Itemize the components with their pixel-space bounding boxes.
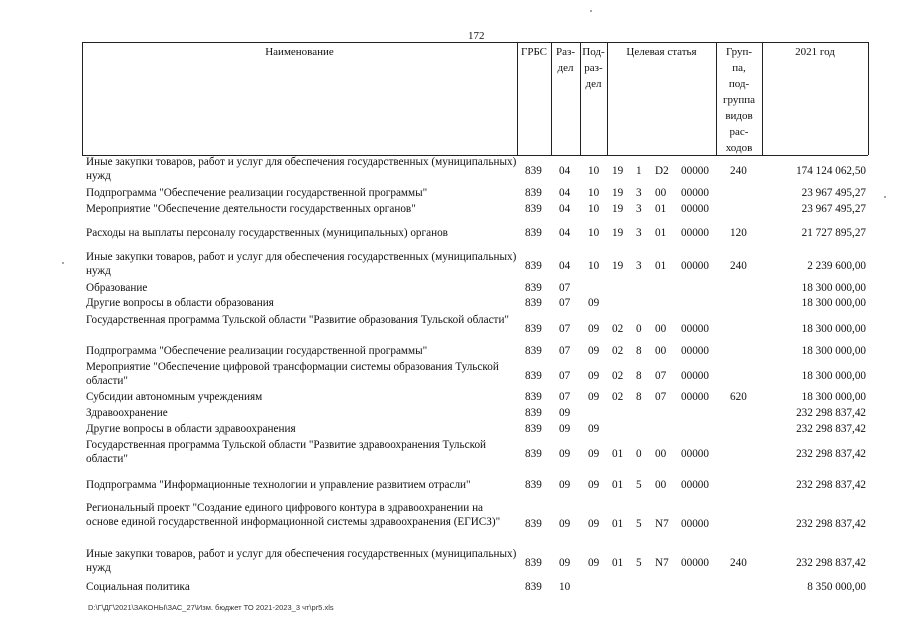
- table-row: [82, 297, 868, 312]
- amount-cell: 174 124 062,50: [796, 165, 866, 178]
- program-code-cell: 19: [612, 227, 624, 239]
- direction-code-cell: 00000: [681, 227, 709, 239]
- table-row: [82, 439, 868, 467]
- table-row: [82, 581, 868, 596]
- header-razdel: Раз- дел: [555, 46, 575, 74]
- subprogram-code-cell: 5: [636, 479, 642, 491]
- item-name: Иные закупки товаров, работ и услуг для обеспечения государственных (муниципальных) нужд: [86, 548, 517, 574]
- razdel-cell: 07: [559, 282, 571, 294]
- grbs-cell: 839: [525, 370, 542, 383]
- razdel-cell: 04: [559, 203, 571, 215]
- grbs-cell: 839: [525, 203, 542, 215]
- grbs-cell: 839: [525, 407, 542, 419]
- direction-code-cell: 00000: [681, 557, 709, 570]
- podrazdel-cell: 09: [588, 391, 600, 403]
- program-code-cell: 01: [612, 557, 624, 570]
- grbs-cell: 839: [525, 423, 542, 435]
- measure-code-cell: 07: [655, 370, 667, 383]
- subprogram-code-cell: 8: [636, 391, 642, 403]
- razdel-cell: 09: [559, 448, 571, 461]
- podrazdel-cell: 09: [588, 518, 600, 531]
- measure-code-cell: 01: [655, 260, 667, 273]
- amount-cell: 232 298 837,42: [796, 448, 866, 461]
- amount-cell: 2 239 600,00: [807, 260, 866, 273]
- program-code-cell: 19: [612, 260, 624, 273]
- subprogram-code-cell: 1: [636, 165, 642, 178]
- subprogram-code-cell: 5: [636, 518, 642, 531]
- podrazdel-cell: 09: [588, 479, 600, 491]
- scan-speck: [62, 262, 64, 264]
- measure-code-cell: 01: [655, 227, 667, 239]
- table-row: [82, 227, 868, 242]
- podrazdel-cell: 10: [588, 227, 600, 239]
- amount-cell: 8 350 000,00: [807, 581, 866, 593]
- program-code-cell: 19: [612, 187, 624, 199]
- razdel-cell: 04: [559, 165, 571, 178]
- program-code-cell: 02: [612, 391, 624, 403]
- program-code-cell: 02: [612, 370, 624, 383]
- grbs-cell: 839: [525, 187, 542, 199]
- item-name: Здравоохранение: [86, 407, 168, 419]
- expense-type-cell: 240: [730, 557, 747, 570]
- item-name: Подпрограмма "Обеспечение реализации государственной программы": [86, 345, 428, 357]
- item-name: Подпрограмма "Информационные технологии и управление развитием отрасли": [86, 479, 471, 491]
- file-path-footer: D:\Г\ДГ\2021\ЗАКОНЫ\ЗАС_27\Изм. бюджет ТО 2021-2023_3 чт\pr5.xls: [88, 603, 334, 612]
- header-vid-rashodov: Груп- па, под- группа видов рас- ходов: [722, 46, 756, 154]
- table-row: [82, 187, 868, 202]
- grbs-cell: 839: [525, 518, 542, 531]
- razdel-cell: 07: [559, 391, 571, 403]
- direction-code-cell: 00000: [681, 518, 709, 531]
- podrazdel-cell: 10: [588, 187, 600, 199]
- razdel-cell: 07: [559, 297, 571, 309]
- item-name: Субсидии автономным учреждениям: [86, 391, 263, 403]
- subprogram-code-cell: 3: [636, 203, 642, 215]
- table-row: [82, 251, 868, 279]
- header-celevaya-statya: Целевая статья: [626, 46, 697, 58]
- razdel-cell: 04: [559, 187, 571, 199]
- grbs-cell: 839: [525, 391, 542, 403]
- subprogram-code-cell: 5: [636, 557, 642, 570]
- program-code-cell: 02: [612, 323, 624, 336]
- subprogram-code-cell: 3: [636, 187, 642, 199]
- scan-speck: [884, 196, 886, 198]
- amount-cell: 18 300 000,00: [801, 323, 866, 336]
- subprogram-code-cell: 0: [636, 323, 642, 336]
- grbs-cell: 839: [525, 260, 542, 273]
- amount-cell: 18 300 000,00: [801, 345, 866, 357]
- item-name: Иные закупки товаров, работ и услуг для обеспечения государственных (муниципальных) нужд: [86, 251, 517, 277]
- subprogram-code-cell: 3: [636, 260, 642, 273]
- header-divider: [868, 42, 869, 155]
- direction-code-cell: 00000: [681, 260, 709, 273]
- grbs-cell: 839: [525, 165, 542, 178]
- measure-code-cell: D2: [655, 165, 669, 178]
- table-row: [82, 156, 868, 184]
- subprogram-code-cell: 8: [636, 345, 642, 357]
- direction-code-cell: 00000: [681, 448, 709, 461]
- amount-cell: 232 298 837,42: [796, 518, 866, 531]
- item-name: Мероприятие "Обеспечение цифровой трансформации системы образования Тульской области": [86, 361, 499, 387]
- item-name: Другие вопросы в области здравоохранения: [86, 423, 296, 435]
- direction-code-cell: 00000: [681, 345, 709, 357]
- grbs-cell: 839: [525, 479, 542, 491]
- page-number: 172: [468, 30, 485, 42]
- podrazdel-cell: 09: [588, 448, 600, 461]
- razdel-cell: 04: [559, 227, 571, 239]
- amount-cell: 232 298 837,42: [796, 479, 866, 491]
- item-name: Расходы на выплаты персоналу государственных (муниципальных) органов: [86, 227, 448, 239]
- direction-code-cell: 00000: [681, 165, 709, 178]
- header-name: Наименование: [265, 46, 334, 58]
- measure-code-cell: 00: [655, 323, 667, 336]
- podrazdel-cell: 09: [588, 323, 600, 336]
- header-year: 2021 год: [795, 46, 835, 58]
- razdel-cell: 07: [559, 345, 571, 357]
- podrazdel-cell: 09: [588, 423, 600, 435]
- measure-code-cell: 01: [655, 203, 667, 215]
- measure-code-cell: 00: [655, 187, 667, 199]
- measure-code-cell: 07: [655, 391, 667, 403]
- table-row: [82, 391, 868, 406]
- podrazdel-cell: 09: [588, 297, 600, 309]
- expense-type-cell: 240: [730, 165, 747, 178]
- item-name: Региональный проект "Создание единого цифрового контура в здравоохранении на основе единой государственной информационной системы здравоохранения (ЕГИСЗ)": [86, 502, 501, 528]
- measure-code-cell: 00: [655, 479, 667, 491]
- table-row: [82, 361, 868, 389]
- grbs-cell: 839: [525, 227, 542, 239]
- table-row: [82, 423, 868, 438]
- podrazdel-cell: 10: [588, 260, 600, 273]
- table-row: [82, 407, 868, 422]
- direction-code-cell: 00000: [681, 187, 709, 199]
- direction-code-cell: 00000: [681, 391, 709, 403]
- direction-code-cell: 00000: [681, 370, 709, 383]
- table-row: [82, 203, 868, 218]
- table-row: [82, 479, 868, 494]
- header-top-border: [82, 42, 868, 43]
- podrazdel-cell: 09: [588, 345, 600, 357]
- subprogram-code-cell: 0: [636, 448, 642, 461]
- razdel-cell: 09: [559, 557, 571, 570]
- amount-cell: 23 967 495,27: [801, 203, 866, 215]
- amount-cell: 232 298 837,42: [796, 557, 866, 570]
- item-name: Иные закупки товаров, работ и услуг для обеспечения государственных (муниципальных) нужд: [86, 156, 517, 182]
- program-code-cell: 01: [612, 448, 624, 461]
- measure-code-cell: N7: [655, 557, 669, 570]
- table-row: [82, 314, 868, 342]
- item-name: Образование: [86, 282, 148, 294]
- razdel-cell: 07: [559, 323, 571, 336]
- amount-cell: 18 300 000,00: [801, 370, 866, 383]
- razdel-cell: 09: [559, 518, 571, 531]
- item-name: Мероприятие "Обеспечение деятельности государственных органов": [86, 203, 416, 215]
- table-row: [82, 282, 868, 297]
- table-row: [82, 502, 868, 544]
- grbs-cell: 839: [525, 345, 542, 357]
- item-name: Государственная программа Тульской области "Развитие образования Тульской области": [86, 314, 509, 326]
- grbs-cell: 839: [525, 557, 542, 570]
- razdel-cell: 04: [559, 260, 571, 273]
- subprogram-code-cell: 8: [636, 370, 642, 383]
- item-name: Социальная политика: [86, 581, 190, 593]
- program-code-cell: 01: [612, 518, 624, 531]
- table-row: [82, 548, 868, 576]
- scan-speck: [590, 10, 592, 12]
- amount-cell: 18 300 000,00: [801, 297, 866, 309]
- program-code-cell: 02: [612, 345, 624, 357]
- table-row: [82, 345, 868, 360]
- header-grbs: ГРБС: [520, 46, 548, 58]
- grbs-cell: 839: [525, 323, 542, 336]
- razdel-cell: 09: [559, 479, 571, 491]
- direction-code-cell: 00000: [681, 323, 709, 336]
- amount-cell: 18 300 000,00: [801, 282, 866, 294]
- item-name: Подпрограмма "Обеспечение реализации государственной программы": [86, 187, 428, 199]
- program-code-cell: 01: [612, 479, 624, 491]
- expense-type-cell: 620: [730, 391, 747, 403]
- amount-cell: 18 300 000,00: [801, 391, 866, 403]
- expense-type-cell: 120: [730, 227, 747, 239]
- amount-cell: 232 298 837,42: [796, 423, 866, 435]
- podrazdel-cell: 10: [588, 203, 600, 215]
- razdel-cell: 10: [559, 581, 571, 593]
- program-code-cell: 19: [612, 203, 624, 215]
- amount-cell: 232 298 837,42: [796, 407, 866, 419]
- amount-cell: 23 967 495,27: [801, 187, 866, 199]
- podrazdel-cell: 10: [588, 165, 600, 178]
- grbs-cell: 839: [525, 581, 542, 593]
- grbs-cell: 839: [525, 297, 542, 309]
- podrazdel-cell: 09: [588, 557, 600, 570]
- subprogram-code-cell: 3: [636, 227, 642, 239]
- measure-code-cell: 00: [655, 448, 667, 461]
- razdel-cell: 09: [559, 423, 571, 435]
- measure-code-cell: 00: [655, 345, 667, 357]
- podrazdel-cell: 09: [588, 370, 600, 383]
- item-name: Государственная программа Тульской области "Развитие здравоохранения Тульской области": [86, 439, 487, 465]
- header-podrazdel: Под- раз- дел: [582, 46, 605, 90]
- amount-cell: 21 727 895,27: [801, 227, 866, 239]
- grbs-cell: 839: [525, 282, 542, 294]
- direction-code-cell: 00000: [681, 479, 709, 491]
- expense-type-cell: 240: [730, 260, 747, 273]
- razdel-cell: 07: [559, 370, 571, 383]
- program-code-cell: 19: [612, 165, 624, 178]
- razdel-cell: 09: [559, 407, 571, 419]
- direction-code-cell: 00000: [681, 203, 709, 215]
- measure-code-cell: N7: [655, 518, 669, 531]
- item-name: Другие вопросы в области образования: [86, 297, 274, 309]
- grbs-cell: 839: [525, 448, 542, 461]
